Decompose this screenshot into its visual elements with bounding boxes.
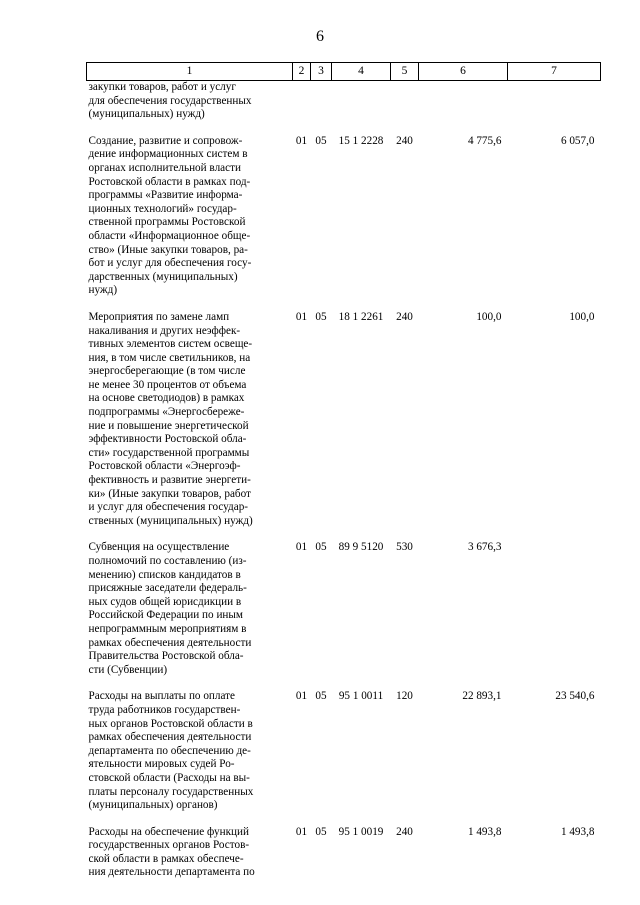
description-line: государственных органов Ростов- (88, 839, 250, 852)
description-line: непрограммным мероприятиям в (88, 622, 247, 635)
description-line: Правительства Ростовской обла- (88, 650, 244, 663)
row-description (87, 826, 293, 880)
expense-type-code: 120 (396, 690, 413, 703)
row-description (87, 541, 293, 677)
target-article-code: 18 1 2261 (338, 310, 384, 323)
description-line: Мероприятия по замене ламп (88, 310, 230, 323)
row-description (87, 81, 293, 122)
description-line: ки» (Иные закупки товаров, работ (88, 487, 251, 500)
description-line: ской области в рамках обеспече- (88, 852, 244, 865)
row-spacer-cell (87, 813, 601, 826)
column-header: 7 (508, 63, 601, 81)
section-code: 01 (295, 134, 308, 147)
expense-type-code (391, 81, 419, 122)
description-line: менению) списков кандидатов в (88, 568, 241, 581)
amount-year-2: 6 057,0 (560, 134, 595, 147)
target-article-code: 95 1 0019 (338, 825, 384, 838)
section-code: 01 (295, 310, 308, 323)
row-spacer-cell (87, 122, 601, 135)
target-article-code: 95 1 0011 (338, 690, 384, 703)
expense-type-code: 240 (396, 825, 413, 838)
description-line: энергосберегающие (в том числе (88, 365, 246, 378)
description-line: ния деятельности департамента по (88, 866, 255, 879)
description-line: рамках обеспечения деятельности (88, 731, 252, 744)
amount-year-1: 4 775,6 (467, 134, 502, 147)
description-line: платы персоналу государственных (88, 785, 254, 798)
row-spacer (87, 528, 601, 541)
description-line: Ростовской области «Энергоэф- (88, 460, 241, 473)
description-line: Расходы на обеспечение функций (88, 825, 249, 838)
page-number: 6 (316, 28, 324, 45)
budget-table (86, 62, 601, 880)
amount-year-1 (419, 81, 508, 122)
target-article-code (332, 81, 391, 122)
description-line: рамках обеспечения деятельности (88, 636, 252, 649)
column-header: 6 (419, 63, 508, 81)
description-line: программы «Развитие информа- (88, 189, 243, 202)
description-line: тивных элементов систем освеще- (88, 338, 253, 351)
row-spacer-cell (87, 677, 601, 690)
description-line: дарственных (муниципальных) (88, 270, 238, 283)
column-header: 4 (332, 63, 391, 81)
description-line: области «Информационное обще- (88, 229, 251, 242)
subsection-code: 05 (315, 541, 327, 554)
description-line: (муниципальных) органов) (88, 799, 218, 812)
row-spacer (87, 122, 601, 135)
subsection-code (311, 81, 332, 122)
description-line: Создание, развитие и сопровож- (88, 134, 243, 147)
description-line: закупки товаров, работ и услуг (88, 81, 236, 93)
description-line: полномочий по составлению (из- (88, 555, 247, 567)
table-header-row (87, 63, 601, 81)
row-spacer (87, 813, 601, 826)
description-line: сти (Субвенции) (88, 663, 168, 676)
table-body (87, 81, 601, 881)
description-line: нужд) (88, 284, 118, 297)
description-line: ния, в том числе светильников, на (88, 351, 251, 364)
subsection-code: 05 (315, 310, 327, 323)
table-row (87, 311, 601, 529)
description-line: ство» (Иные закупки товаров, ра- (88, 243, 248, 256)
table-row (87, 81, 601, 122)
description-line: бот и услуг для обеспечения госу- (88, 257, 252, 270)
amount-year-2: 100,0 (569, 310, 595, 323)
subsection-code: 05 (315, 825, 327, 838)
description-line: накаливания и других неэффек- (88, 324, 241, 337)
section-code: 01 (295, 690, 308, 703)
description-line: и услуг для обеспечения государ- (88, 501, 249, 514)
description-line: ственных (муниципальных) нужд) (88, 514, 253, 527)
description-line: фективность и развитие энергети- (88, 474, 251, 487)
description-line: стовской области (Расходы на вы- (88, 771, 250, 784)
expense-type-code: 240 (396, 310, 413, 323)
description-line: ных судов общей юрисдикции в (88, 595, 242, 608)
amount-year-1: 3 676,3 (467, 541, 502, 554)
description-line: для обеспечения государственных (88, 94, 252, 107)
target-article-code: 89 9 5120 (338, 541, 384, 554)
row-spacer-cell (87, 298, 601, 311)
table-row (87, 826, 601, 880)
description-line: ционных технологий» государ- (88, 202, 237, 215)
description-line: Российской Федерации по иным (88, 609, 244, 622)
row-spacer (87, 298, 601, 311)
description-line: департамента по обеспечению де- (88, 744, 251, 757)
description-line: Субвенция на осуществление (88, 541, 230, 554)
amount-year-1: 1 493,8 (467, 825, 502, 838)
table-row (87, 690, 601, 812)
section-code: 01 (295, 541, 308, 554)
subsection-code: 05 (315, 690, 327, 703)
row-spacer (87, 677, 601, 690)
column-header: 3 (311, 63, 332, 81)
amount-year-2 (508, 81, 601, 122)
amount-year-2 (508, 541, 601, 677)
amount-year-2: 23 540,6 (555, 690, 595, 703)
section-code: 01 (295, 825, 308, 838)
table-row (87, 135, 601, 298)
section-code (293, 81, 311, 122)
subsection-code: 05 (315, 134, 327, 147)
column-header: 5 (391, 63, 419, 81)
description-line: ятельности мировых судей Ро- (88, 758, 235, 771)
description-line: не менее 30 процентов от объема (88, 378, 247, 391)
description-line: (муниципальных) нужд) (88, 108, 205, 121)
description-line: Ростовской области в рамках под- (88, 175, 251, 188)
table-row (87, 541, 601, 677)
description-line: подпрограммы «Энергосбереже- (88, 406, 245, 419)
description-line: сти» государственной программы (88, 446, 250, 459)
description-line: Расходы на выплаты по оплате (88, 690, 236, 703)
description-line: эффективности Ростовской обла- (88, 433, 247, 446)
expense-type-code: 240 (396, 134, 413, 147)
amount-year-1: 22 893,1 (462, 690, 502, 703)
amount-year-2: 1 493,8 (560, 825, 595, 838)
description-line: ственной программы Ростовской (88, 216, 246, 229)
description-line: дение информационных систем в (88, 148, 248, 161)
row-description (87, 690, 293, 812)
description-line: ние и повышение энергетической (88, 419, 249, 432)
description-line: на основе светодиодов) в рамках (88, 392, 245, 405)
row-description (87, 135, 293, 298)
description-line: ных органов Ростовской области в (88, 717, 253, 730)
row-description (87, 311, 293, 529)
column-header: 2 (293, 63, 311, 81)
description-line: присяжные заседатели федераль- (88, 582, 247, 595)
amount-year-1: 100,0 (476, 310, 502, 323)
description-line: труда работников государствен- (88, 703, 241, 716)
description-line: органах исполнительной власти (88, 161, 241, 174)
target-article-code: 15 1 2228 (338, 134, 384, 147)
row-spacer-cell (87, 528, 601, 541)
expense-type-code: 530 (396, 541, 413, 554)
column-header: 1 (87, 63, 293, 81)
